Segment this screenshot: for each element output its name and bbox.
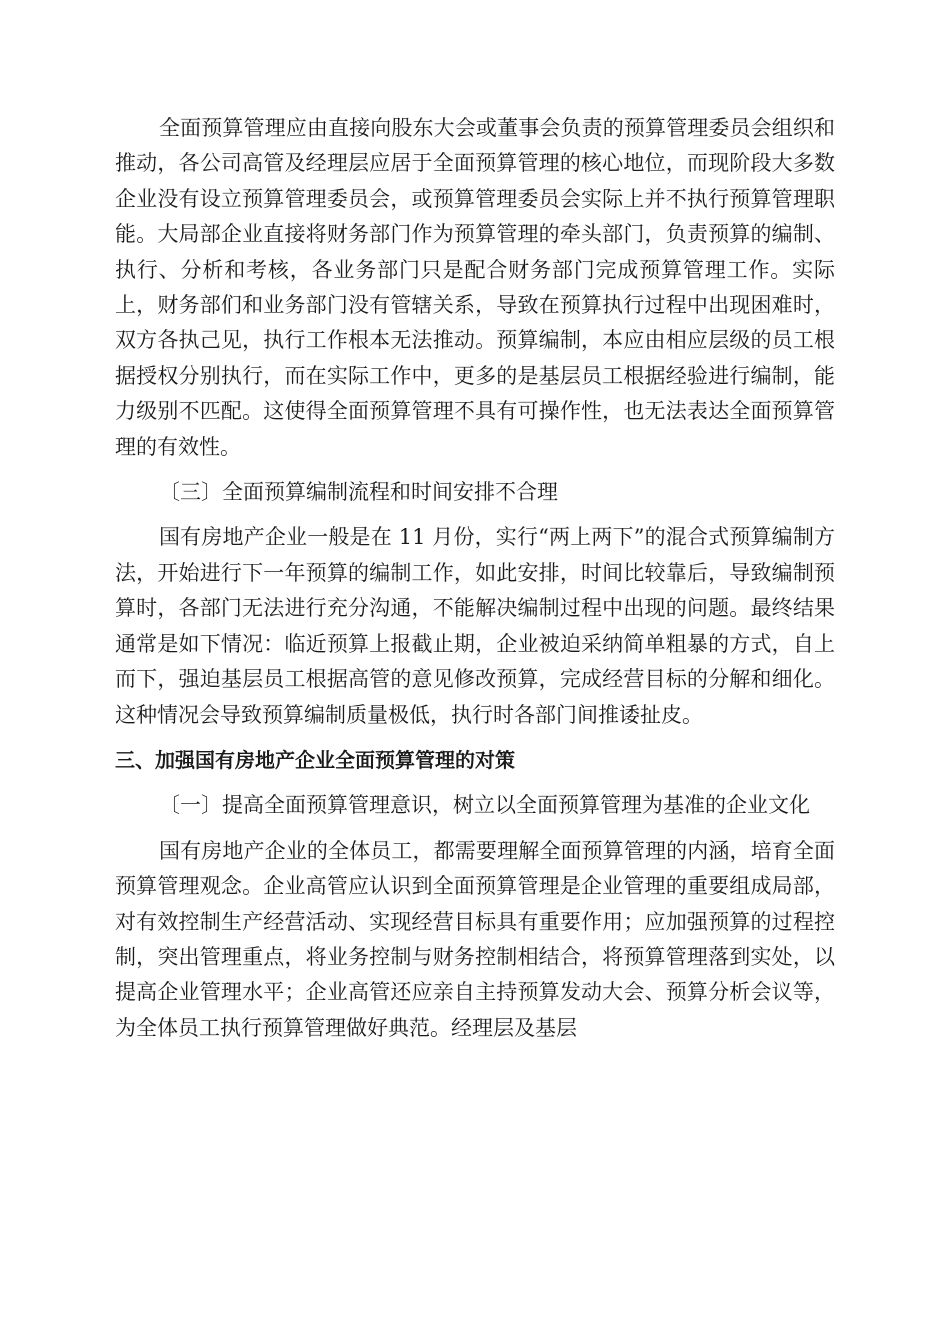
body-paragraph-budget-committee: 全面预算管理应由直接向股东大会或董事会负责的预算管理委员会组织和推动，各公司高管及经理层应居于全面预算管理的核心地位，而现阶段大多数企业没有设立预算管理委员会，或预算管理委员会实际上并不执行预算管理职能。大局部企业直接将财务部门作为预算管理的牵头部门，负责预算的编制、执行、分析和考核，各业务部门只是配合财务部门完成预算管理工作。实际上，财务部们和业务部门没有管辖关系，导致在预算执行过程中出现困难时，双方各执己见，执行工作根本无法推动。预算编制，本应由相应层级的员工根据授权分别执行，而在实际工作中，更多的是基层员工根据经验进行编制，能力级别不匹配。这使得全面预算管理不具有可操作性，也无法表达全面预算管理的有效性。: [115, 116, 835, 459]
body-paragraph-process-timing: 国有房地产企业一般是在 11 月份，实行“两上两下”的混合式预算编制方法，开始进行下一年预算的编制工作，如此安排，时间比较靠后，导致编制预算时，各部门无法进行充分沟通，不能解决编制过程中出现的问题。最终结果通常是如下情况：临近预算上报截止期，企业被迫采纳简单粗暴的方式，自上而下，强迫基层员工根据高管的意见修改预算，完成经营目标的分解和细化。这种情况会导致预算编制质量极低，执行时各部门间推诿扯皮。: [115, 525, 835, 727]
document-page: [115, 111, 835, 1046]
body-paragraph-awareness-culture: 国有房地产企业的全体员工，都需要理解全面预算管理的内涵，培育全面预算管理观念。企业高管应认识到全面预算管理是企业管理的重要组成局部，对有效控制生产经营活动、实现经营目标具有重要作用；应加强预算的过程控制，突出管理重点，将业务控制与财务控制相结合，将预算管理落到实处，以提高企业管理水平；企业高管还应亲自主持预算发动大会、预算分析会议等，为全体员工执行预算管理做好典范。经理层及基层: [115, 838, 835, 1040]
section-heading-countermeasures: 三、加强国有房地产企业全面预算管理的对策: [115, 747, 515, 772]
subheading-process-timing: 〔三〕全面预算编制流程和时间安排不合理: [159, 480, 558, 505]
subheading-awareness-culture: 〔一〕提高全面预算管理意识，树立以全面预算管理为基准的企业文化: [159, 793, 810, 818]
